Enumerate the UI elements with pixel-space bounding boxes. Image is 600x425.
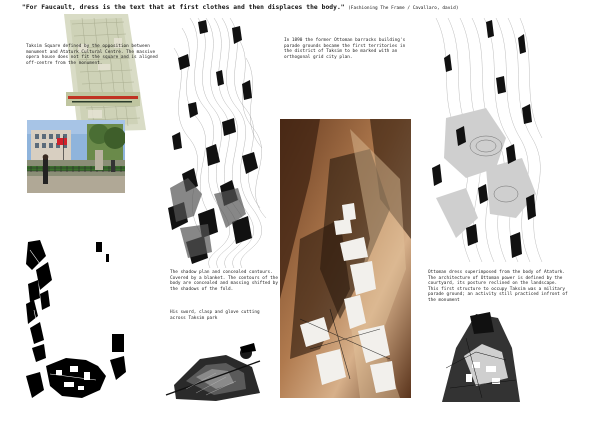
- soldier-sketch: [156, 333, 266, 401]
- title-citation: (Fashioning The Frame / Cavallaro, david): [348, 6, 459, 11]
- ottoman-figure-sketch: [436, 308, 526, 402]
- wooden-model-photo: [280, 119, 411, 398]
- aerial-map-strip: [58, 14, 146, 132]
- caption-barracks: In 1890 the former Ottoman barracks building's parade grounds became the first territories in the district of Taksim to be marked with an orthogonal grid city plan.: [284, 38, 406, 60]
- caption-shadow-plan: The shadow plan and concealed contours. Covered by a blanket. The contours of the body are concealed and massing shifted by the shadows of the fold.: [170, 270, 279, 292]
- figure-ground-plan: [26, 240, 128, 402]
- caption-ottoman-dress: Ottoman dress superimposed from the body of Ataturk. The architecture of Ottoman power is defined by the courtyard, its posture reclined on the landscape. This first structure to occupy Taksim was a military parade ground; an activity still practiced infront of the monument: [428, 270, 568, 303]
- contour-map-right: [426, 18, 544, 262]
- caption-sword: His sword, clasp and glove cutting across Taksim park: [170, 310, 260, 321]
- page-title: [22, 4, 592, 11]
- caption-taksim-square: Taksim Square defined by the opposition between monument and Ataturk Cultural Centre. The massive opera house does not fit the square and is aligned off-centre from the monument.: [26, 44, 158, 66]
- taksim-photo: [27, 120, 125, 193]
- contour-map-left: [158, 18, 268, 268]
- title-quote: "For Faucault, dress is the text that at first clothes and then displaces the body.": [22, 4, 345, 11]
